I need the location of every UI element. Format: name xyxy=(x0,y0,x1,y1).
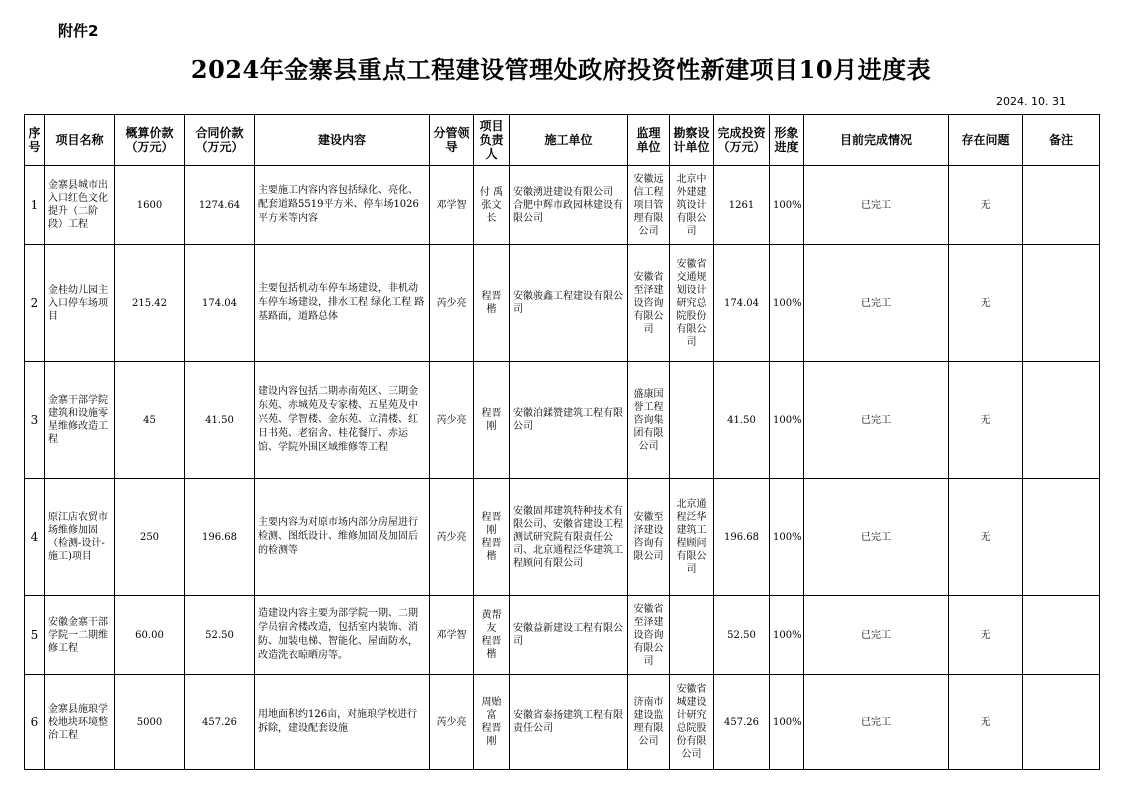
cell-issues: 无 xyxy=(949,675,1023,770)
cell-designer: 北京通程泛华建筑工程顾问有限公司 xyxy=(670,479,714,596)
cell-no: 1 xyxy=(25,166,45,245)
cell-budget: 5000 xyxy=(115,675,185,770)
cell-builder: 安徽固邦建筑特种技术有限公司、安徽省建设工程测试研究院有限责任公司、北京通程泛华建筑工程顾问有限公司 xyxy=(510,479,628,596)
cell-designer xyxy=(670,596,714,675)
col-header-leader: 分管领导 xyxy=(430,115,474,166)
col-header-status: 目前完成情况 xyxy=(804,115,949,166)
cell-leader: 芮少亮 xyxy=(430,245,474,362)
col-header-no: 序号 xyxy=(25,115,45,166)
cell-status: 已完工 xyxy=(804,675,949,770)
cell-builder: 安徽益新建设工程有限公司 xyxy=(510,596,628,675)
cell-issues: 无 xyxy=(949,362,1023,479)
col-header-designer: 勘察设计单位 xyxy=(670,115,714,166)
cell-designer xyxy=(670,362,714,479)
cell-invested: 196.68 xyxy=(714,479,770,596)
col-header-contract: 合同价款（万元） xyxy=(185,115,255,166)
cell-budget: 250 xyxy=(115,479,185,596)
cell-content: 用地面积约126亩，对施琅学校进行拆除，建设配套设施 xyxy=(255,675,430,770)
col-header-progress: 形象进度 xyxy=(770,115,804,166)
cell-contract: 41.50 xyxy=(185,362,255,479)
cell-invested: 52.50 xyxy=(714,596,770,675)
cell-supervisor: 济南市建设监理有限公司 xyxy=(628,675,670,770)
cell-issues: 无 xyxy=(949,166,1023,245)
cell-name: 金桂幼儿园主入口停车场项目 xyxy=(45,245,115,362)
cell-remarks xyxy=(1023,479,1100,596)
cell-contract: 52.50 xyxy=(185,596,255,675)
report-date: 2024. 10. 31 xyxy=(996,95,1066,108)
cell-designer: 安徽省交通规划设计研究总院股份有限公司 xyxy=(670,245,714,362)
cell-supervisor: 安徽省至泽建设咨询有限公司 xyxy=(628,245,670,362)
cell-supervisor: 安徽远信工程项目管理有限公司 xyxy=(628,166,670,245)
cell-progress: 100% xyxy=(770,479,804,596)
cell-designer: 安徽省城建设计研究总院股份有限公司 xyxy=(670,675,714,770)
cell-manager: 程晋刚 程晋楷 xyxy=(474,479,510,596)
cell-status: 已完工 xyxy=(804,362,949,479)
col-header-issues: 存在问题 xyxy=(949,115,1023,166)
cell-supervisor: 盛康国誉工程咨询集团有限公司 xyxy=(628,362,670,479)
cell-content: 建设内容包括二期赤南苑区、三期金东苑、赤城苑及专家楼、五星苑及中兴苑、学智楼、金东苑、立清楼、红日书苑、老宿舍、桂花餐厅、赤运馆、学院外围区域维修等工程 xyxy=(255,362,430,479)
cell-builder: 安徽省泰扬建筑工程有限责任公司 xyxy=(510,675,628,770)
cell-invested: 41.50 xyxy=(714,362,770,479)
col-header-manager: 项目负责人 xyxy=(474,115,510,166)
cell-progress: 100% xyxy=(770,362,804,479)
cell-manager: 黄帮友 程晋楷 xyxy=(474,596,510,675)
cell-no: 6 xyxy=(25,675,45,770)
cell-manager: 周贻富 程晋刚 xyxy=(474,675,510,770)
cell-manager: 付 禹 张文长 xyxy=(474,166,510,245)
cell-builder: 安徽泊鍒赞建筑工程有限公司 xyxy=(510,362,628,479)
table-row xyxy=(25,166,1100,245)
cell-contract: 196.68 xyxy=(185,479,255,596)
cell-name: 金寨县施琅学校地块环境整治工程 xyxy=(45,675,115,770)
cell-budget: 1600 xyxy=(115,166,185,245)
cell-status: 已完工 xyxy=(804,596,949,675)
cell-contract: 457.26 xyxy=(185,675,255,770)
cell-issues: 无 xyxy=(949,596,1023,675)
table-row xyxy=(25,675,1100,770)
cell-name: 原江店农贸市场维修加固（检测-设计-施工)项目 xyxy=(45,479,115,596)
col-header-supervisor: 监理单位 xyxy=(628,115,670,166)
cell-leader: 芮少亮 xyxy=(430,479,474,596)
col-header-content: 建设内容 xyxy=(255,115,430,166)
cell-remarks xyxy=(1023,675,1100,770)
cell-invested: 174.04 xyxy=(714,245,770,362)
cell-progress: 100% xyxy=(770,596,804,675)
cell-status: 已完工 xyxy=(804,245,949,362)
cell-invested: 457.26 xyxy=(714,675,770,770)
cell-progress: 100% xyxy=(770,245,804,362)
cell-content: 主要内容为对原市场内部分房屋进行检测、图纸设计、维修加固及加固后的检测等 xyxy=(255,479,430,596)
cell-content: 主要包括机动车停车场建设，非机动车停车场建设，排水工程 绿化工程 路基路面，道路总体 xyxy=(255,245,430,362)
cell-remarks xyxy=(1023,362,1100,479)
cell-budget: 215.42 xyxy=(115,245,185,362)
cell-status: 已完工 xyxy=(804,166,949,245)
cell-no: 2 xyxy=(25,245,45,362)
col-header-name: 项目名称 xyxy=(45,115,115,166)
cell-supervisor: 安徽至泽建设咨询有限公司 xyxy=(628,479,670,596)
cell-remarks xyxy=(1023,596,1100,675)
cell-contract: 174.04 xyxy=(185,245,255,362)
cell-leader: 邓学智 xyxy=(430,166,474,245)
cell-budget: 60.00 xyxy=(115,596,185,675)
cell-manager: 程晋刚 xyxy=(474,362,510,479)
col-header-remarks: 备注 xyxy=(1023,115,1100,166)
table-row xyxy=(25,479,1100,596)
cell-no: 3 xyxy=(25,362,45,479)
attachment-label: 附件2 xyxy=(58,22,99,40)
cell-builder: 安徽骏鑫工程建设有限公司 xyxy=(510,245,628,362)
cell-manager: 程晋楷 xyxy=(474,245,510,362)
cell-name: 安徽金寨干部学院一二期维修工程 xyxy=(45,596,115,675)
cell-issues: 无 xyxy=(949,245,1023,362)
page-title: 2024年金寨县重点工程建设管理处政府投资性新建项目10月进度表 xyxy=(190,55,932,84)
table-row xyxy=(25,596,1100,675)
table-row xyxy=(25,245,1100,362)
table-row xyxy=(25,362,1100,479)
cell-content: 造建设内容主要为部学院一期、二期学员宿舍楼改造，包括室内装饰、消防、加装电梯、智能化、屋面防水，改造洗衣晾晒房等。 xyxy=(255,596,430,675)
cell-remarks xyxy=(1023,245,1100,362)
progress-table xyxy=(24,114,1100,770)
cell-status: 已完工 xyxy=(804,479,949,596)
cell-contract: 1274.64 xyxy=(185,166,255,245)
cell-budget: 45 xyxy=(115,362,185,479)
table-header-row xyxy=(25,115,1100,166)
cell-invested: 1261 xyxy=(714,166,770,245)
cell-issues: 无 xyxy=(949,479,1023,596)
col-header-budget: 概算价款（万元） xyxy=(115,115,185,166)
cell-designer: 北京中外建建筑设计有限公司 xyxy=(670,166,714,245)
cell-no: 5 xyxy=(25,596,45,675)
cell-remarks xyxy=(1023,166,1100,245)
cell-content: 主要施工内容内容包括绿化、亮化、配套道路5519平方米、停车场1026平方米等内容 xyxy=(255,166,430,245)
col-header-builder: 施工单位 xyxy=(510,115,628,166)
cell-supervisor: 安徽省至泽建设咨询有限公司 xyxy=(628,596,670,675)
cell-leader: 邓学智 xyxy=(430,596,474,675)
cell-leader: 芮少亮 xyxy=(430,362,474,479)
cell-no: 4 xyxy=(25,479,45,596)
cell-leader: 芮少亮 xyxy=(430,675,474,770)
cell-progress: 100% xyxy=(770,166,804,245)
cell-progress: 100% xyxy=(770,675,804,770)
cell-name: 金寨干部学院建筑和设施零星维修改造工程 xyxy=(45,362,115,479)
cell-name: 金寨县城市出入口红色文化提升（二阶段）工程 xyxy=(45,166,115,245)
col-header-invested: 完成投资（万元） xyxy=(714,115,770,166)
cell-builder: 安徽湧进建设有限公司 合肥中辉市政园林建设有限公司 xyxy=(510,166,628,245)
